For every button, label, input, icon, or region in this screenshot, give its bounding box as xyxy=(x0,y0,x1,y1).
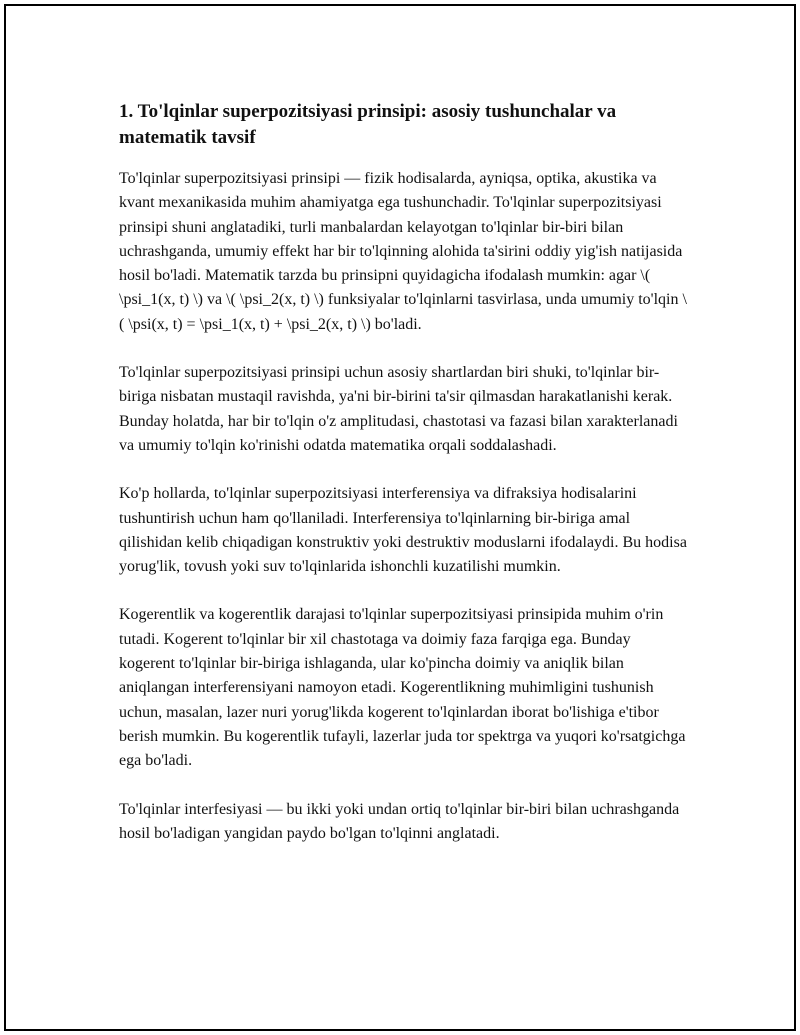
paragraph-independence-condition: To'lqinlar superpozitsiyasi prinsipi uchun asosiy shartlardan biri shuki, to'lqinlar bir-biriga nisbatan mustaqil ravishda, ya'ni bir-birini ta'sir qilmasdan harakatlanishi kerak. Bunday holatda, har bir to'lqin o'z amplitudasi, chastotasi va fazasi bilan xarakterlanadi va umumiy to'lqin ko'rinishi odatda matematika orqali soddalashadi. xyxy=(119,364,678,454)
paragraph-superposition-definition: To'lqinlar superpozitsiyasi prinsipi — fizik hodisalarda, ayniqsa, optika, akustika va kvant mexanikasida muhim ahamiyatga ega tushunchadir. To'lqinlar superpozitsiyasi prinsipi shuni anglatadiki, turli manbalardan kelayotgan to'lqinlar bir-biri bilan uchrashganda, umumiy effekt har bir to'lqinning alohida ta'sirini oddiy yig'ish natijasida hosil bo'ladi. Matematik tarzda bu prinsipni quyidagicha ifodalash mumkin: agar \( \psi_1(x, t) \) va \( \psi_2(x, t) \) funksiyalar to'lqinlarni tasvirlasa, unda umumiy to'lqin \( \psi(x, t) = \psi_1(x, t) + \psi_2(x, t) \) bo'ladi. xyxy=(119,170,687,333)
paragraph-interference-summary: To'lqinlar interfesiyasi — bu ikki yoki undan ortiq to'lqinlar bir-biri bilan uchrashganda hosil bo'ladigan yangidan paydo bo'lgan to'lqinni anglatadi. xyxy=(119,800,680,842)
page-frame xyxy=(4,4,796,1031)
document-body xyxy=(119,99,689,846)
paragraph-interference-diffraction: Ko'p hollarda, to'lqinlar superpozitsiyasi interferensiya va difraksiya hodisalarini tushuntirish uchun ham qo'llaniladi. Interferensiya to'lqinlarning bir-biriga amal qilishidan kelib chiqadigan konstruktiv yoki destruktiv moduslarni ifodalaydi. Bu hodisa yorug'lik, tovush yoki suv to'lqinlarida ishonchli kuzatilishi mumkin. xyxy=(119,485,687,576)
paragraph-coherence: Kogerentlik va kogerentlik darajasi to'lqinlar superpozitsiyasi prinsipida muhim o'rin tutadi. Kogerent to'lqinlar bir xil chastotaga va doimiy faza farqiga ega. Bunday kogerent to'lqinlar bir-biriga ishlaganda, ular ko'pincha doimiy va aniqlik bilan aniqlangan interferensiyani namoyon etadi. Kogerentlikning muhimligini tushunish uchun, masalan, lazer nuri yorug'likda kogerent to'lqinlardan iborat bo'lishiga e'tibor berish mumkin. Bu kogerentlik tufayli, lazerlar juda tor spektrga va yuqori ko'rsatgichga ega bo'ladi. xyxy=(119,606,686,770)
section-heading: 1. To'lqinlar superpozitsiyasi prinsipi: asosiy tushunchalar va matematik tavsif xyxy=(119,101,617,148)
